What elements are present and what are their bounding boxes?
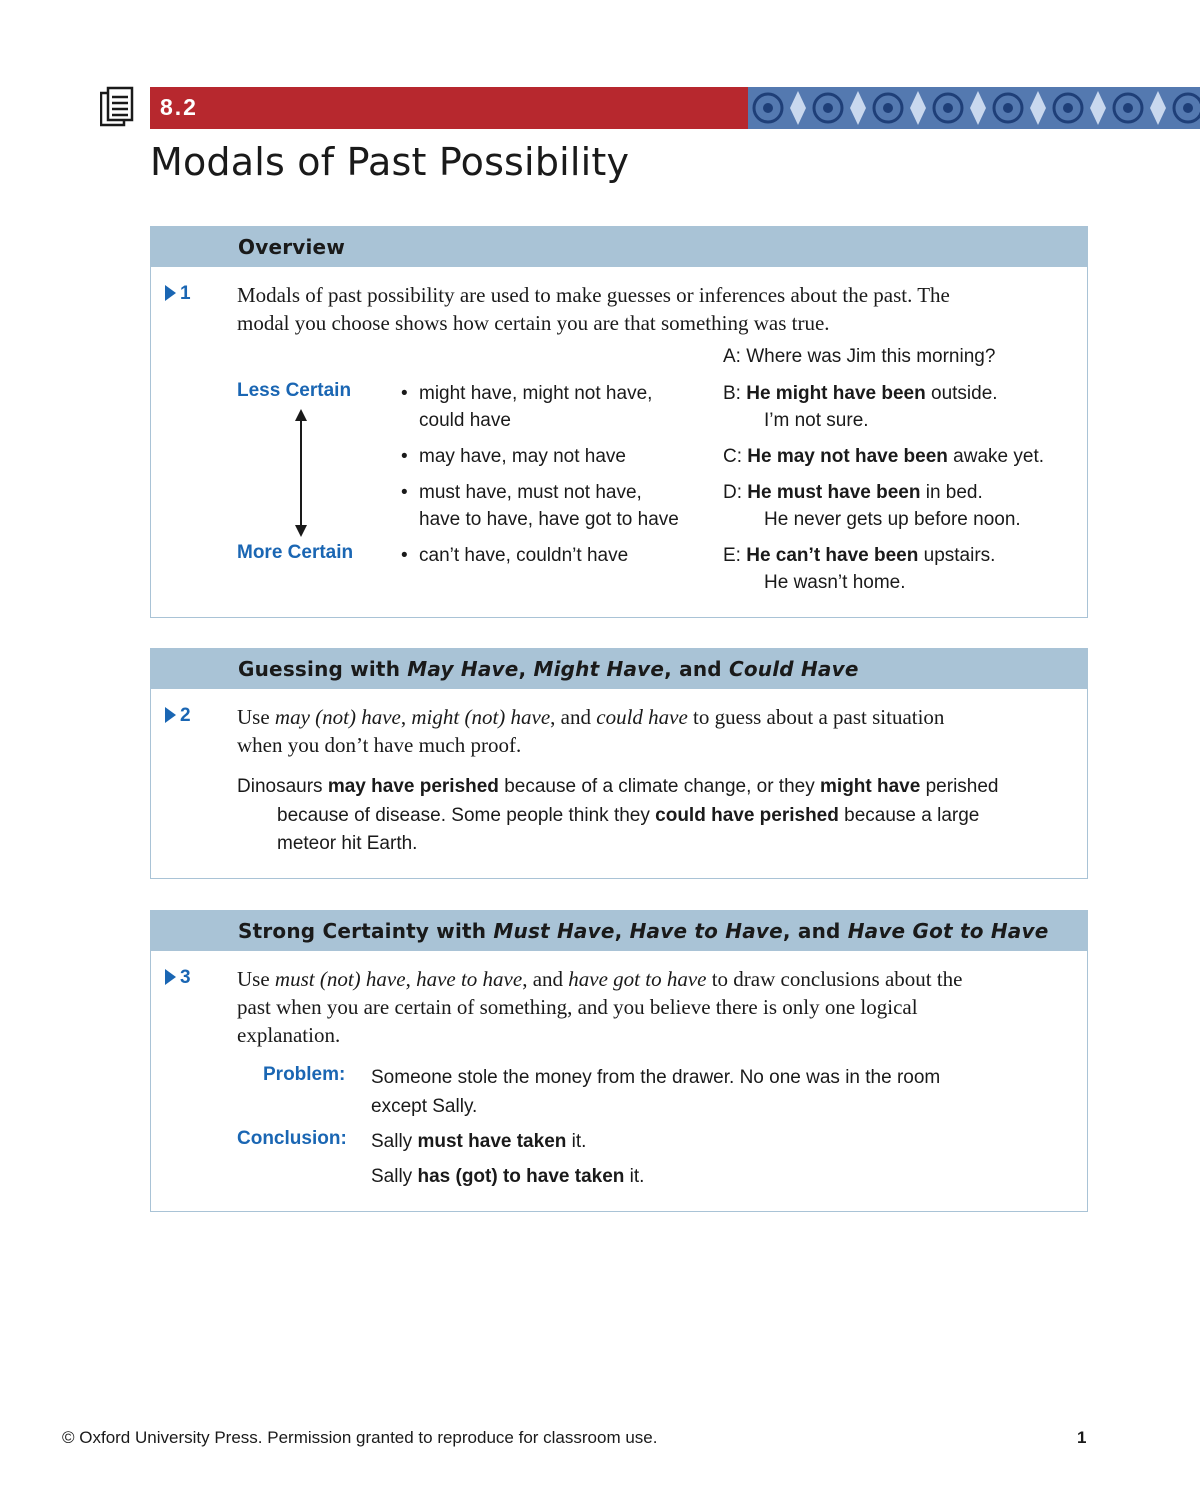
less-certain-label: Less Certain bbox=[237, 380, 352, 401]
guessing-rule: Use may (not) have, might (not) have, and could have to guess about a past situation when you don’t have much proof. bbox=[237, 705, 945, 757]
more-certain-label: More Certain bbox=[237, 542, 354, 563]
problem-text: Someone stole the money from the drawer. No one was in the room except Sally. bbox=[371, 1067, 941, 1117]
certainty-box bbox=[150, 910, 1088, 1212]
page-number: 1 bbox=[1077, 1428, 1087, 1447]
copyright-footer: © Oxford University Press. Permission granted to reproduce for classroom use. bbox=[62, 1428, 658, 1447]
bullet-must-have: • must have, must not have, have to have, have got to have bbox=[419, 479, 679, 533]
certainty-heading: Strong Certainty with Must Have, Have to Have, and Have Got to Have bbox=[238, 919, 1049, 943]
certainty-header bbox=[151, 911, 1087, 951]
decorative-tile-band bbox=[748, 87, 1200, 129]
conclusion-1: Sally must have taken it. bbox=[371, 1131, 587, 1152]
guessing-header bbox=[151, 649, 1087, 689]
dialogue-a: A: Where was Jim this morning? bbox=[723, 346, 996, 367]
bullet-cant-have: • can’t have, couldn’t have bbox=[419, 542, 628, 569]
conclusion-label: Conclusion: bbox=[237, 1128, 347, 1149]
dialogue-b: B: He might have been outside. I’m not sure. bbox=[723, 383, 998, 431]
conclusion-2: Sally has (got) to have taken it. bbox=[371, 1166, 645, 1187]
rule-number-3: 3 bbox=[165, 967, 191, 989]
section-number: 8.2 bbox=[160, 94, 198, 120]
certainty-arrow-icon bbox=[293, 407, 309, 539]
guessing-heading: Guessing with May Have, Might Have, and Could Have bbox=[238, 657, 859, 681]
page-title: Modals of Past Possibility bbox=[150, 140, 630, 184]
document-icon bbox=[100, 86, 136, 130]
overview-intro: Modals of past possibility are used to make guesses or inferences about the past. The modal you choose shows how certain you are that something was true. bbox=[237, 283, 950, 335]
guessing-box bbox=[150, 648, 1088, 879]
triangle-icon bbox=[165, 707, 176, 723]
overview-header bbox=[151, 227, 1087, 267]
triangle-icon bbox=[165, 285, 176, 301]
dialogue-d: D: He must have been in bed. He never gets up before noon. bbox=[723, 482, 1021, 530]
problem-label: Problem: bbox=[263, 1064, 346, 1085]
triangle-icon bbox=[165, 969, 176, 985]
dialogue-e: E: He can’t have been upstairs. He wasn’t home. bbox=[723, 545, 996, 593]
rule-number-2: 2 bbox=[165, 705, 191, 727]
guessing-example: Dinosaurs may have perished because of a climate change, or they might have perished because of disease. Some people think they could have perished because a large meteor hit Earth. bbox=[237, 776, 999, 854]
bullet-might-have: • might have, might not have, could have bbox=[419, 380, 652, 434]
dialogue-c: C: He may not have been awake yet. bbox=[723, 446, 1045, 467]
overview-box bbox=[150, 226, 1088, 618]
certainty-rule: Use must (not) have, have to have, and have got to have to draw conclusions about the past when you are certain of something, and you believe there is only one logical explanation. bbox=[237, 967, 963, 1047]
bullet-may-have: • may have, may not have bbox=[419, 443, 626, 470]
overview-heading: Overview bbox=[238, 235, 346, 259]
rule-number-1: 1 bbox=[165, 283, 191, 305]
section-number-band bbox=[150, 87, 765, 129]
